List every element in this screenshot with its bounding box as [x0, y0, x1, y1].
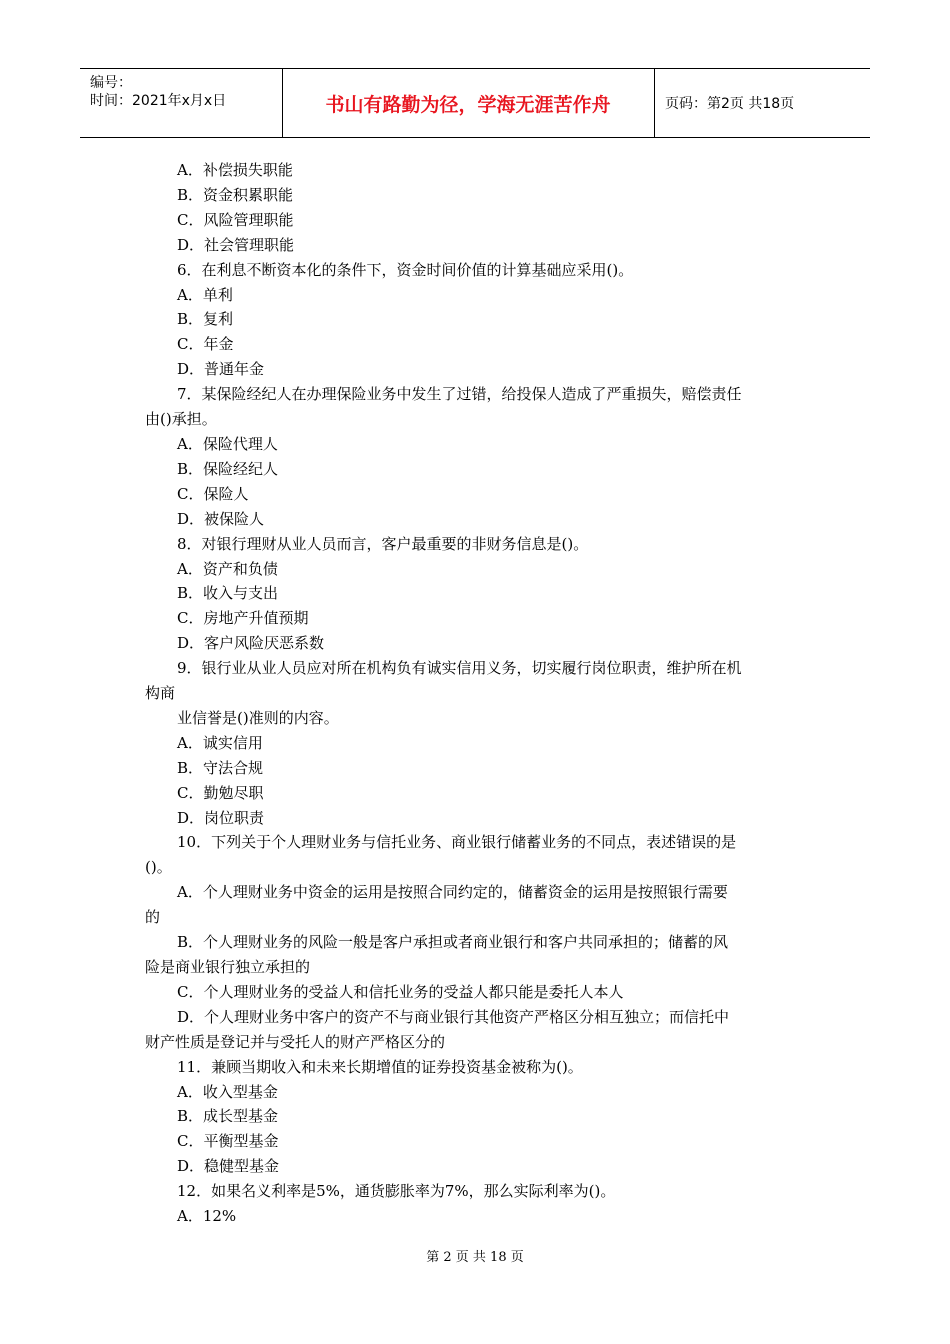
text-line: B．个人理财业务的风险一般是客户承担或者商业银行和客户共同承担的；储蓄的风: [177, 933, 729, 952]
text-line: A．保险代理人: [177, 434, 278, 453]
document-body: [145, 158, 810, 1229]
text-line: C．年金: [177, 335, 234, 354]
text-line: C．保险人: [177, 484, 249, 503]
text-line: A．单利: [177, 285, 233, 304]
time-label: 时间：2021年x月x日: [90, 93, 227, 109]
text-line: C．风险管理职能: [177, 210, 294, 229]
text-line: 8．对银行理财从业人员而言，客户最重要的非财务信息是()。: [177, 534, 589, 553]
text-line: ()。: [145, 858, 172, 877]
text-line: 的: [145, 908, 161, 927]
code-label: 编号：: [90, 75, 132, 91]
text-line: A．个人理财业务中资金的运用是按照合同约定的，储蓄资金的运用是按照银行需要: [177, 883, 728, 902]
text-line: C．房地产升值预期: [177, 609, 309, 628]
text-line: D．个人理财业务中客户的资产不与商业银行其他资产严格区分相互独立；而信托中: [177, 1007, 730, 1026]
text-line: B．保险经纪人: [177, 459, 279, 478]
text-line: B．资金积累职能: [177, 185, 294, 204]
text-line: B．守法合规: [177, 758, 264, 777]
text-line: A．资产和负债: [177, 559, 278, 578]
text-line: C．勤勉尽职: [177, 783, 264, 802]
header-page-info: 页码：第2页 共18页: [665, 96, 795, 112]
text-line: A．诚实信用: [177, 733, 263, 752]
text-line: B．成长型基金: [177, 1107, 279, 1126]
page-footer: 第 2 页 共 18 页: [426, 1250, 524, 1265]
text-line: D．客户风险厌恶系数: [177, 634, 325, 653]
text-line: 6．在利息不断资本化的条件下，资金时间价值的计算基础应采用()。: [177, 260, 634, 279]
text-line: 业信誉是()准则的内容。: [177, 708, 339, 727]
text-line: B．复利: [177, 310, 234, 329]
text-line: 7．某保险经纪人在办理保险业务中发生了过错，给投保人造成了严重损失，赔偿责任: [177, 385, 742, 404]
text-line: B．收入与支出: [177, 584, 279, 603]
text-line: 10．下列关于个人理财业务与信托业务、商业银行储蓄业务的不同点，表述错误的是: [177, 833, 737, 852]
text-line: A．12%: [177, 1207, 237, 1226]
text-line: C．个人理财业务的受益人和信托业务的受益人都只能是委托人本人: [177, 982, 624, 1001]
text-line: D．稳健型基金: [177, 1157, 280, 1176]
text-line: 险是商业银行独立承担的: [145, 958, 311, 976]
text-line: D．岗位职责: [177, 808, 265, 827]
text-line: A．补偿损失职能: [177, 161, 293, 179]
text-line: D．社会管理职能: [177, 235, 295, 254]
header-meta: [80, 69, 283, 137]
text-line: A．收入型基金: [177, 1082, 278, 1101]
text-line: 9．银行业从业人员应对所在机构负有诚实信用义务，切实履行岗位职责，维护所在机: [177, 659, 742, 678]
header-motto: 书山有路勤为径，学海无涯苦作舟: [282, 69, 655, 137]
text-line: 12．如果名义利率是5%，通货膨胀率为7%，那么实际利率为()。: [177, 1182, 616, 1201]
text-line: 11．兼顾当期收入和未来长期增值的证券投资基金被称为()。: [177, 1057, 583, 1076]
text-line: 由()承担。: [145, 410, 217, 429]
text-line: D．被保险人: [177, 509, 265, 528]
text-line: 财产性质是登记并与受托人的财产严格区分的: [145, 1032, 446, 1051]
text-line: D．普通年金: [177, 360, 265, 379]
text-line: C．平衡型基金: [177, 1132, 279, 1151]
text-line: 构商: [145, 684, 176, 703]
page-header: [80, 68, 870, 138]
